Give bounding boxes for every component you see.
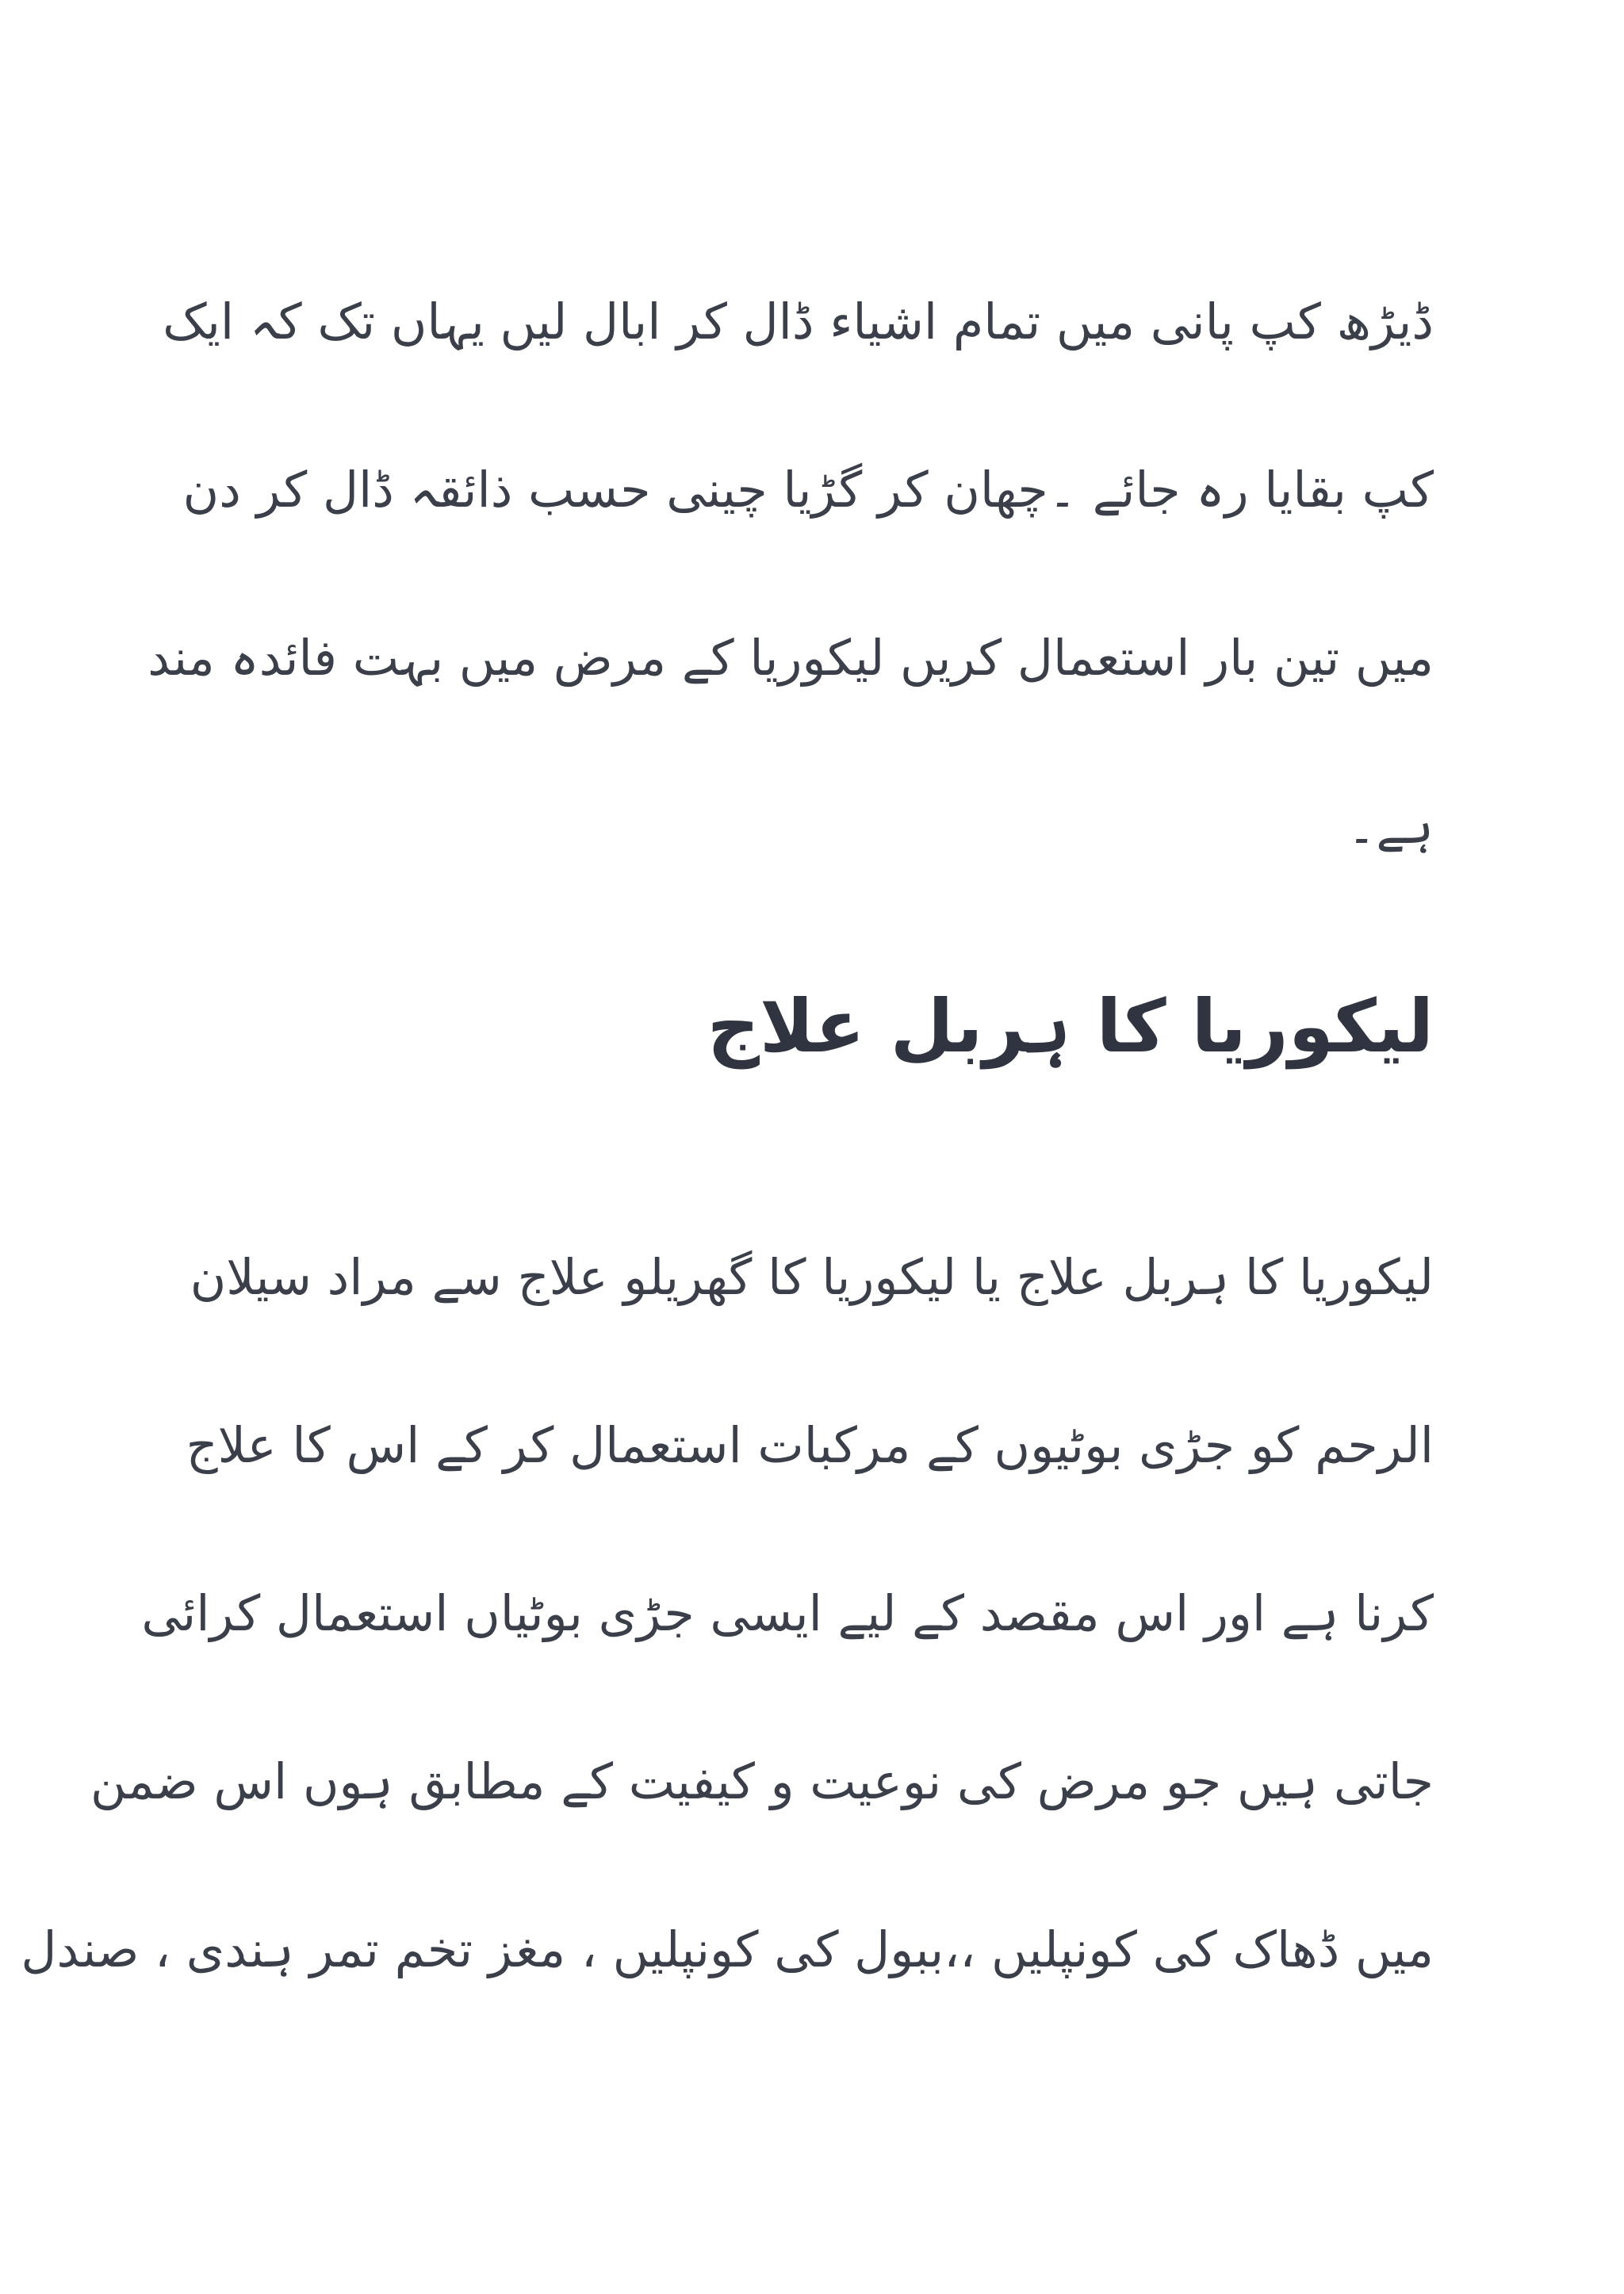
paragraph-herbal-treatment: [21, 1193, 1434, 2034]
paragraph-recipe-instructions: [147, 238, 1434, 910]
section-heading: لیکوریا کا ہربل علاج: [707, 984, 1434, 1069]
text-line: میں تین بار استعمال کریں لیکوریا کے مرض میں بہت فائدہ مند: [147, 629, 1434, 687]
text-line: میں ڈھاک کی کونپلیں ،،ببول کی کونپلیں ، مغز تخم تمر ہندی ، صندل: [21, 1921, 1434, 1978]
text-line: ڈیڑھ کپ پانی میں تمام اشیاء ڈال کر ابال لیں یہاں تک کہ ایک: [163, 293, 1434, 350]
text-line: ہے۔: [1347, 797, 1434, 855]
text-line: لیکوریا کا ہربل علاج یا لیکوریا کا گھریلو علاج سے مراد سیلان: [190, 1248, 1434, 1306]
text-line: جاتی ہیں جو مرض کی نوعیت و کیفیت کے مطابق ہوں اس ضمن: [90, 1752, 1434, 1810]
text-line: الرحم کو جڑی بوٹیوں کے مرکبات استعمال کر کے اس کا علاج: [186, 1416, 1434, 1474]
text-line: کپ بقایا رہ جائے ۔چھان کر گڑیا چینی حسب ذائقہ ڈال کر دن: [182, 461, 1434, 519]
text-line: کرنا ہے اور اس مقصد کے لیے ایسی جڑی بوٹیاں استعمال کرائی: [141, 1584, 1434, 1642]
